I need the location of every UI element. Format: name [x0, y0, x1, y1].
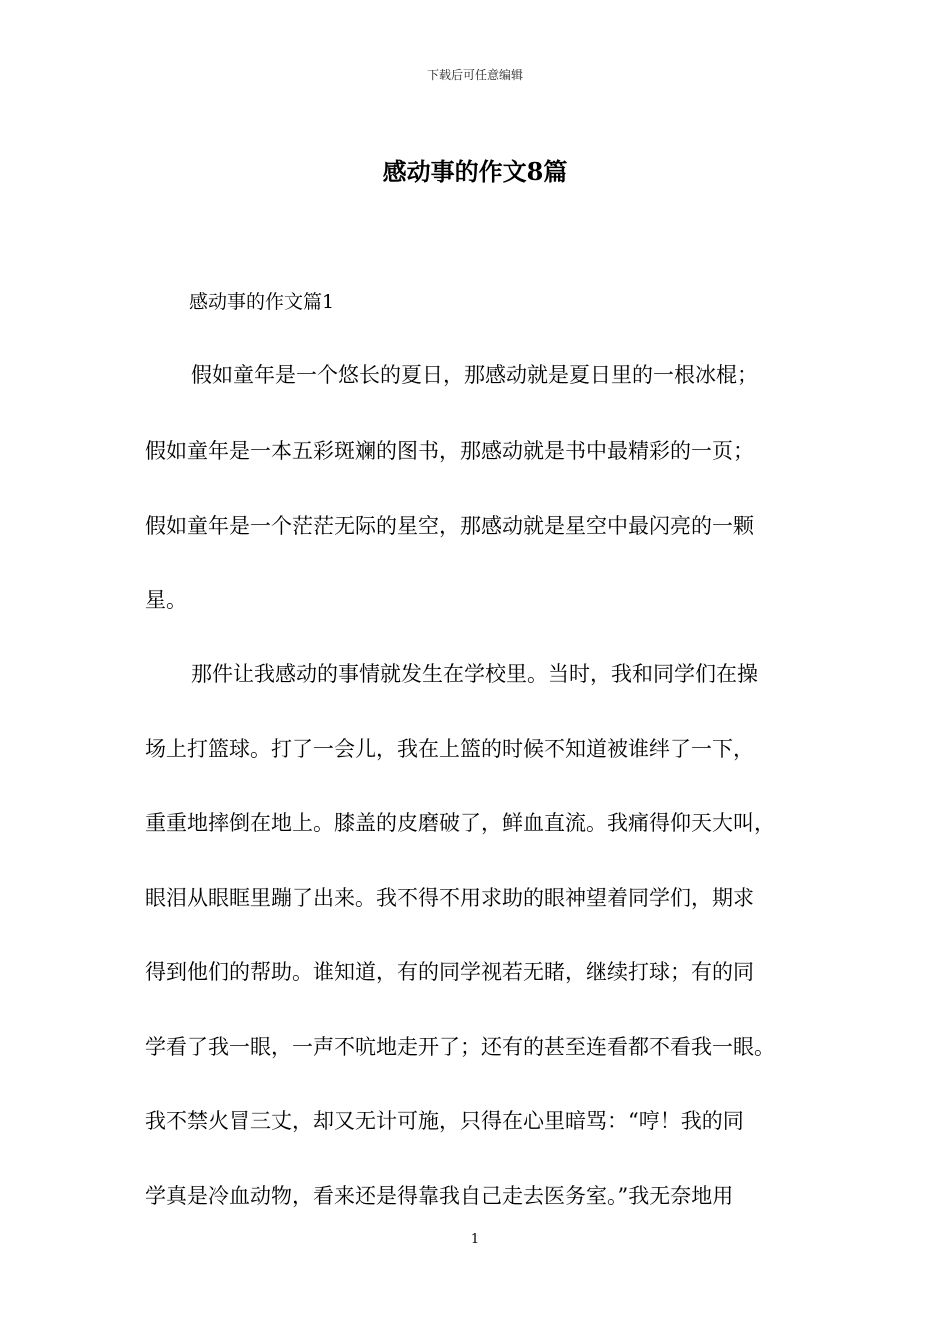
section-heading: 感动事的作文篇1	[189, 291, 335, 313]
paragraph-line: 学看了我一眼，一声不吭地走开了；还有的甚至连看都不看我一眼。	[145, 1035, 775, 1059]
paragraph-line: 重重地摔倒在地上。膝盖的皮磨破了，鲜血直流。我痛得仰天大叫，	[145, 811, 775, 835]
paragraph-line: 星。	[145, 588, 187, 612]
paragraph-line: 得到他们的帮助。谁知道，有的同学视若无睹，继续打球；有的同	[145, 960, 754, 984]
paragraph-line: 假如童年是一个悠长的夏日，那感动就是夏日里的一根冰棍；	[191, 363, 758, 387]
header-note: 下载后可任意编辑	[426, 68, 523, 82]
paragraph-line: 眼泪从眼眶里蹦了出来。我不得不用求助的眼神望着同学们，期求	[145, 886, 754, 910]
paragraph-line: 假如童年是一本五彩斑斓的图书，那感动就是书中最精彩的一页；	[145, 439, 754, 463]
paragraph-line: 学真是冷血动物，看来还是得靠我自己走去医务室。”我无奈地用	[145, 1184, 734, 1208]
page-number: 1	[470, 1232, 480, 1247]
paragraph-line: 我不禁火冒三丈，却又无计可施，只得在心里暗骂：“哼！我的同	[145, 1109, 744, 1133]
paragraph-line: 假如童年是一个茫茫无际的星空，那感动就是星空中最闪亮的一颗	[145, 514, 754, 538]
document-title: 感动事的作文8篇	[382, 157, 568, 186]
paragraph-line: 场上打篮球。打了一会儿，我在上篮的时候不知道被谁绊了一下，	[145, 737, 754, 761]
paragraph-line: 那件让我感动的事情就发生在学校里。当时，我和同学们在操	[191, 662, 758, 686]
